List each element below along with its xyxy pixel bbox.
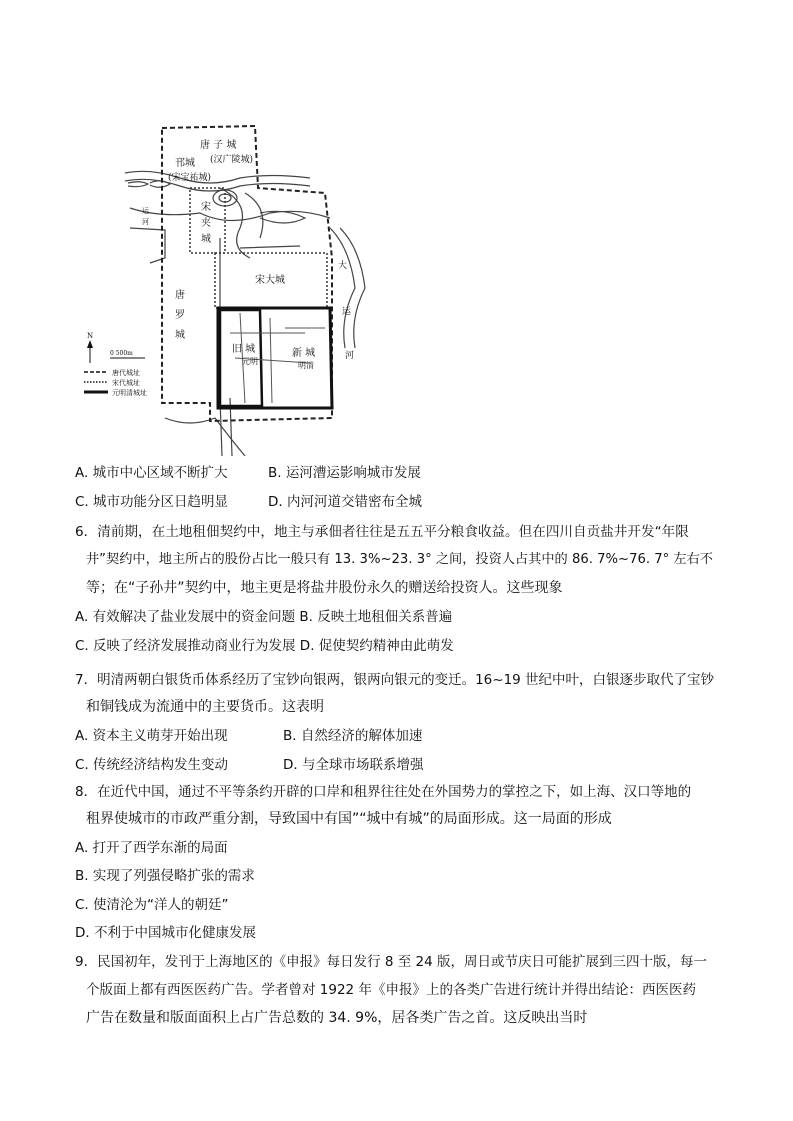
label-tang-zicheng: 唐 子 城: [200, 140, 237, 151]
label-canal-right-1: 大: [338, 261, 348, 271]
q6-option-ab: A. 有效解决了盐业发展中的资金问题 B. 反映土地租佃关系普遍: [75, 609, 453, 625]
label-mu-cheng: 邗城: [175, 158, 195, 169]
q6-stem-line-3: 等；在“子孙井”契约中，地主更是将盐井股份永久的赠送给投资人。这些现象: [86, 580, 563, 596]
q9-stem-line-3: 广告在数量和版面面积上占广告总数的 34. 9%，居各类广告之首。这反映出当时: [86, 1010, 588, 1026]
label-yuan-ming: 元明: [242, 357, 258, 366]
label-song-jia-3: 城: [201, 234, 211, 245]
label-ming-qing: 明清: [298, 361, 314, 370]
label-han-guangling: (汉广陵城): [210, 155, 254, 165]
q7-option-b: B. 自然经济的解体加速: [283, 728, 423, 744]
label-scale: 0 500m: [110, 350, 133, 357]
label-song-jia: 宋: [201, 202, 211, 213]
q5-option-c: C. 城市功能分区日趋明显: [75, 494, 229, 510]
label-tang-luo-3: 城: [175, 330, 185, 341]
label-canal-1: 运: [142, 207, 149, 215]
label-song-jia-2: 夹: [201, 218, 211, 229]
label-north: N: [87, 332, 94, 340]
label-canal-right-3: 河: [345, 351, 355, 361]
q7-stem-line-1: 7．明清两朝白银货币体系经历了宝钞向银两，银两向银元的变迁。16~19 世纪中叶，白银逐步取代了宝钞: [75, 672, 715, 688]
q9-stem-line-2: 个版面上都有西医医药广告。学者曾对 1922 年《申报》上的各类广告进行统计并得出结论：西医医药: [86, 982, 696, 998]
q6-option-cd: C. 反映了经济发展推动商业行为发展 D. 促使契约精神由此萌发: [75, 638, 454, 654]
label-jiu-cheng: 旧 城: [232, 344, 256, 355]
label-canal-right-2: 运: [342, 307, 352, 317]
label-song-baoyou: (宋宝祐城): [168, 173, 212, 183]
label-song-da: 宋大城: [255, 275, 285, 286]
label-tang-luo-1: 唐: [175, 290, 185, 301]
q8-option-c: C. 使清沦为“洋人的朝廷”: [75, 897, 229, 913]
label-canal-2: 河: [142, 218, 149, 226]
legend-yuanmingqing: 元明清城址: [112, 389, 147, 397]
q9-stem-line-1: 9．民国初年，发刊于上海地区的《申报》每日发行 8 至 24 版，周日或节庆日可能扩展到三四十版，每一: [75, 954, 708, 970]
legend-tang: 唐代城址: [112, 369, 140, 377]
q8-option-d: D. 不利于中国城市化健康发展: [75, 925, 256, 941]
label-tang-luo-2: 罗: [175, 310, 185, 321]
q6-stem-line-2: 井”契约中，地主所占的股份占比一般只有 13. 3%~23. 3° 之间，投资人占其中的 86. 7%~76. 7° 左右不: [86, 552, 713, 567]
label-xin-cheng: 新 城: [292, 348, 316, 359]
q7-option-a: A. 资本主义萌芽开始出现: [75, 728, 228, 744]
q5-option-b: B. 运河漕运影响城市发展: [268, 465, 421, 481]
legend-song: 宋代城址: [112, 379, 140, 387]
q8-option-b: B. 实现了列强侵略扩张的需求: [75, 868, 255, 884]
city-map-figure: [70, 118, 390, 456]
q8-stem-line-1: 8．在近代中国，通过不平等条约开辟的口岸和租界往往处在外国势力的掌控之下，如上海、汉口等地的: [75, 784, 692, 800]
q6-stem-line-1: 6．清前期，在土地租佃契约中，地主与承佃者往往是五五平分粮食收益。但在四川自贡盐井开发“年限: [75, 524, 689, 540]
q7-option-d: D. 与全球市场联系增强: [283, 757, 424, 773]
q7-option-c: C. 传统经济结构发生变动: [75, 757, 229, 773]
q8-stem-line-2: 租界使城市的市政严重分割，导致国中有国”“城中有城”的局面形成。这一局面的形成: [86, 811, 612, 827]
q5-option-a: A. 城市中心区域不断扩大: [75, 465, 228, 481]
q8-option-a: A. 打开了西学东渐的局面: [75, 840, 228, 856]
q7-stem-line-2: 和铜钱成为流通中的主要货币。这表明: [86, 699, 324, 715]
q5-option-d: D. 内河河道交错密布全城: [268, 494, 422, 510]
